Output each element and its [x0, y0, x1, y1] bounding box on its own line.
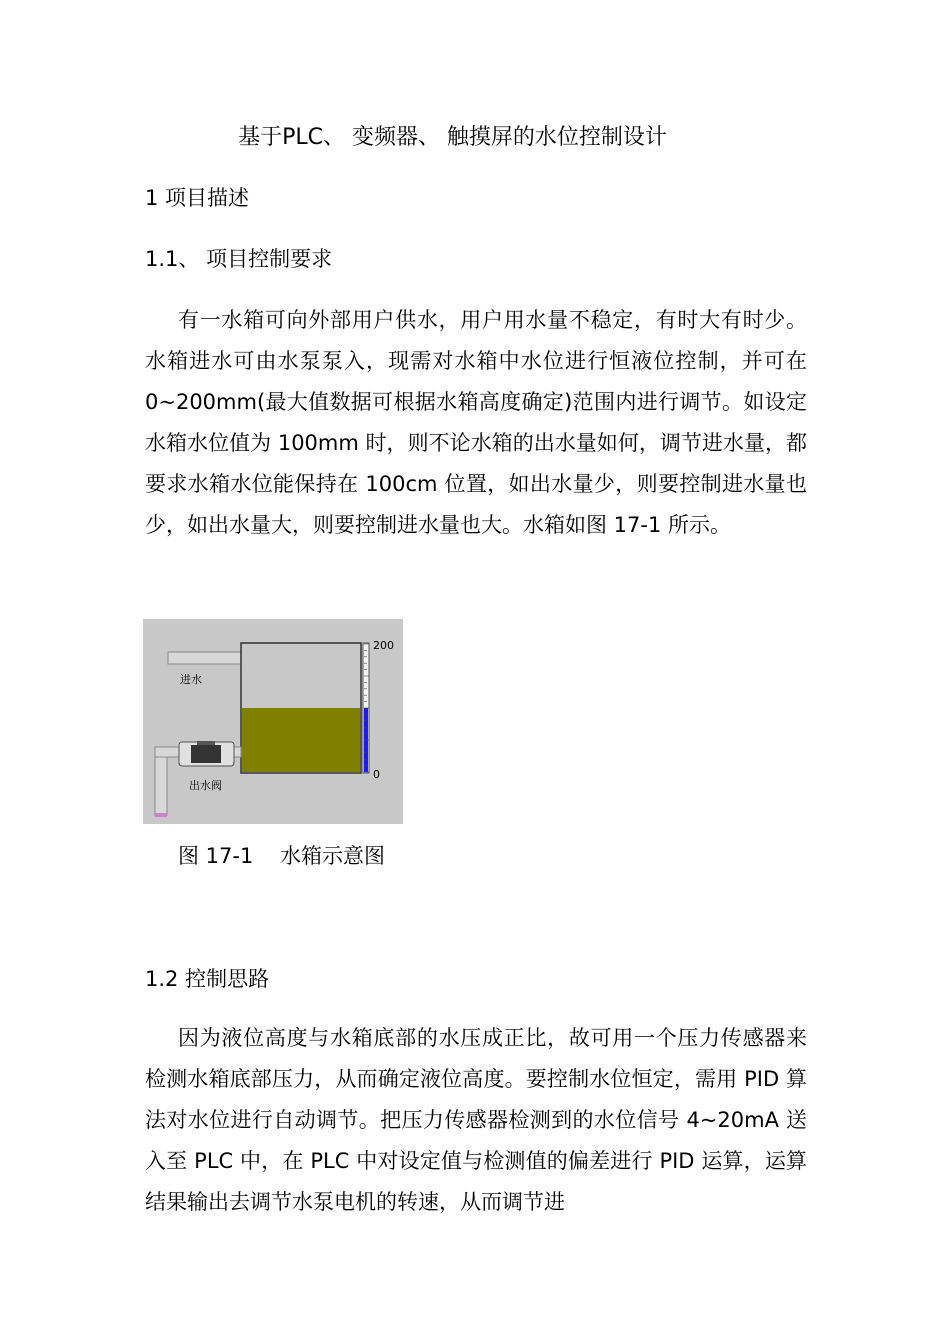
outlet-valve-body: [191, 745, 221, 763]
figure-caption: 图 17-1 水箱示意图: [178, 844, 386, 868]
water-tank-diagram: [143, 619, 403, 824]
section-1-1-paragraph: 有一水箱可向外部用户供水，用户用水量不稳定，有时大有时少。水箱进水可由水泵泵入，现需对水箱中水位进行恒液位控制，并可在 0~200mm(最大值数据可根据水箱高度确定)范围内进行调节。如设定水箱水位值为 100mm 时，则不论水箱的出水量如何，调节进水量，都要求水箱水位能保持在 100cm 位置，如出水量少，则要控制进水量也少，如出水量大，则要控制进水量也大。水箱如图 17-1 所示。: [145, 308, 807, 537]
section-1-2-paragraph: 因为液位高度与水箱底部的水压成正比，故可用一个压力传感器来检测水箱底部压力，从而确定液位高度。要控制水位恒定，需用 PID 算法对水位进行自动调节。把压力传感器检测到的水位信号 4~20mA 送入至 PLC 中，在 PLC 中对设定值与检测值的偏差进行 PID 运算，运算结果输出去调节水泵电机的转速，从而调节进: [145, 1026, 807, 1214]
outlet-valve-handle: [197, 741, 215, 745]
document-title: 基于PLC、 变频器、 触摸屏的水位控制设计: [238, 125, 667, 150]
outlet-valve-label: 出水阀: [189, 779, 222, 792]
inlet-label: 进水: [180, 673, 202, 686]
water-tank-figure: [143, 619, 403, 824]
outlet-pipe-end: [155, 813, 167, 817]
section-1-heading: 1 项目描述: [145, 186, 250, 210]
inlet-pipe: [168, 652, 243, 664]
scale-max-label: 200: [373, 639, 394, 652]
scale-min-label: 0: [373, 768, 380, 781]
tank-water: [242, 708, 360, 772]
section-1-2-heading: 1.2 控制思路: [145, 967, 270, 991]
section-1-1-heading: 1.1、 项目控制要求: [145, 247, 333, 271]
